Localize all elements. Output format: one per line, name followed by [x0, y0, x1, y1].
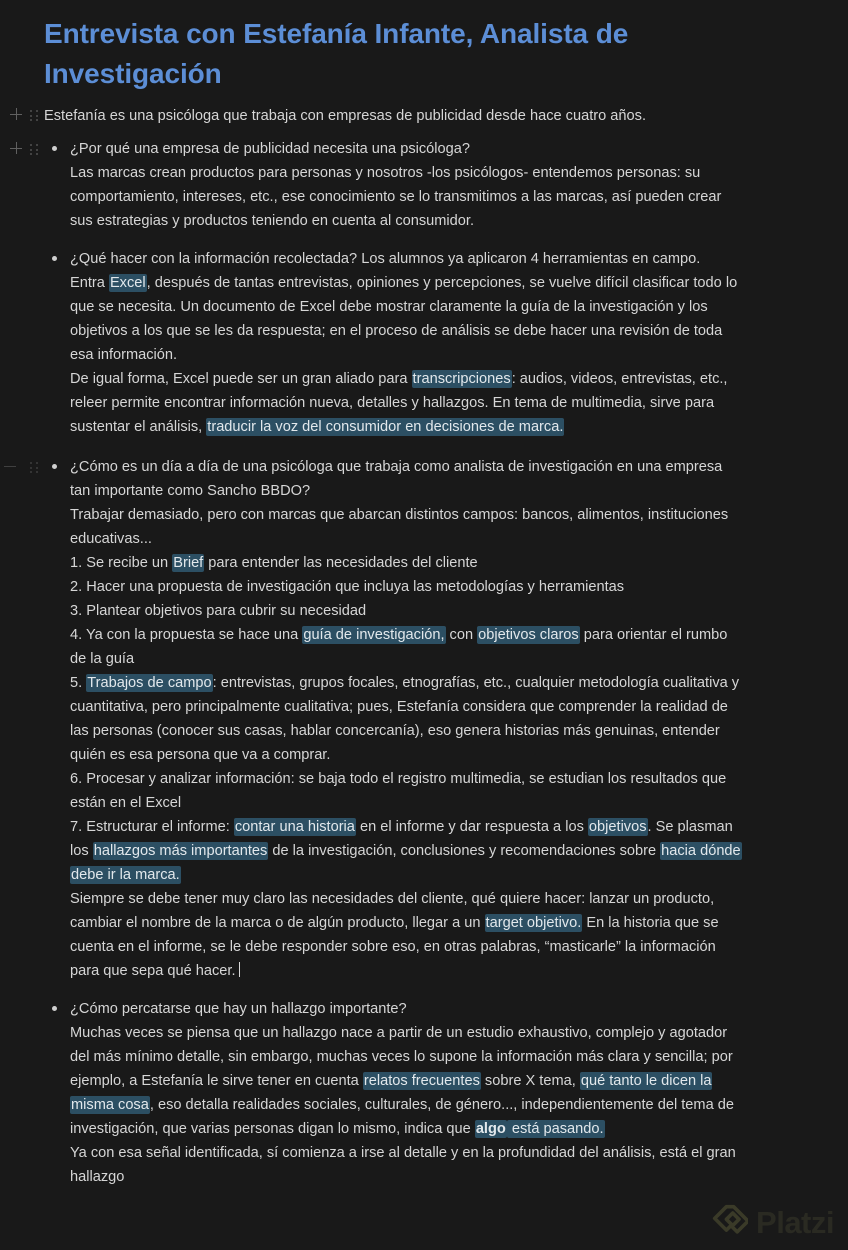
- text-line: 6. Procesar y analizar información: se baja todo el registro multimedia, se estudian los resultados que están en el Excel: [70, 771, 727, 811]
- highlighted-text[interactable]: guía de investigación,: [303, 627, 445, 643]
- add-block-icon[interactable]: [8, 106, 24, 122]
- text-line: Las marcas crean productos para personas y nosotros -los psicólogos- entendemos personas: su comportamiento, intereses, etc., ese conocimiento se lo transmitimos a las marcas, así pueden crear sus estrategias y productos teniendo en cuenta al consumidor.: [70, 165, 722, 229]
- text-line: 5. Trabajos de campo: entrevistas, grupos focales, etnografías, etc., cualquier metodología cualitativa y cuantitativa, pero principalmente cualitativa; pues, Estefanía considera que comprender la realidad de las personas (conocer sus casas, hablar concercanía), eso genera historias más genuinas, entender quién es esa persona que va a comprar.: [70, 675, 740, 763]
- bulleted-list: [44, 136, 742, 440]
- text-line: Ya con esa señal identificada, sí comienza a irse al detalle y en la profundidad del análisis, está el gran hallazgo: [70, 1145, 736, 1185]
- highlighted-text[interactable]: contar una historia: [234, 819, 355, 835]
- add-block-icon[interactable]: [8, 458, 24, 474]
- list-item[interactable]: [44, 996, 742, 1190]
- highlighted-text[interactable]: traducir la voz del consumidor en decisiones de marca.: [207, 419, 564, 435]
- text-line: De igual forma, Excel puede ser un gran aliado para transcripciones: audios, videos, entrevistas, etc., releer permite encontrar información nueva, detalles y hallazgos. En tema de multimedia, sirve para sustentar el análisis, traducir la voz del consumidor en decisiones de marca.: [70, 371, 728, 435]
- add-block-icon[interactable]: [8, 140, 24, 156]
- list-item[interactable]: [44, 136, 742, 234]
- page-title[interactable]: Entrevista con Estefanía Infante, Analista de Investigación: [44, 18, 629, 89]
- platzi-watermark: [712, 1204, 834, 1240]
- block-content[interactable]: [44, 102, 848, 130]
- block-gutter: [0, 136, 44, 156]
- text-line: Muchas veces se piensa que un hallazgo nace a partir de un estudio exhaustivo, complejo y agotador del más mínimo detalle, sin embargo, muchas veces lo supone la información más clara y sencilla; por ejemplo, a Estefanía le sirve tener en cuenta relatos frecuentes sobre X tema, qué tanto le dicen la misma cosa, eso detalla realidades sociales, culturales, de género..., independientemente del tema de investigación, que varias personas digan lo mismo, indica que algo está pasando.: [70, 1025, 734, 1137]
- text-line: 7. Estructurar el informe: contar una historia en el informe y dar respuesta a los objetivos. Se plasman los hallazgos más importantes de la investigación, conclusiones y recomendaciones sobre hacia dónde debe ir la marca.: [70, 819, 741, 883]
- highlighted-text[interactable]: hallazgos más importantes: [93, 843, 268, 859]
- text-line: 4. Ya con la propuesta se hace una guía de investigación, con objetivos claros para orientar el rumbo de la guía: [70, 627, 728, 667]
- block-row: [0, 454, 848, 1190]
- highlighted-text[interactable]: objetivos: [588, 819, 647, 835]
- block-gutter: [0, 454, 44, 474]
- block-content[interactable]: [44, 454, 848, 1190]
- highlighted-text[interactable]: algo: [475, 1121, 506, 1137]
- list-item[interactable]: [44, 246, 742, 440]
- block-row: [0, 136, 848, 440]
- bullet-point-icon: [52, 256, 57, 261]
- text-line: ¿Cómo es un día a día de una psicóloga que trabaja como analista de investigación en una empresa tan importante como Sancho BBDO?: [70, 459, 723, 499]
- list-item[interactable]: [44, 454, 742, 984]
- drag-handle-icon[interactable]: [27, 106, 41, 122]
- bullet-point-icon: [52, 1006, 57, 1011]
- highlighted-text[interactable]: objetivos claros: [478, 627, 579, 643]
- highlighted-text[interactable]: target objetivo.: [485, 915, 582, 931]
- text-cursor: [239, 962, 240, 977]
- text-line: Trabajar demasiado, pero con marcas que abarcan distintos campos: bancos, alimentos, instituciones educativas...: [70, 507, 729, 547]
- bullet-point-icon: [52, 146, 57, 151]
- text-line: Estefanía es una psicóloga que trabaja con empresas de publicidad desde hace cuatro años.: [44, 108, 646, 124]
- highlighted-text[interactable]: hacia dónde debe ir la marca.: [71, 843, 741, 883]
- platzi-logo-icon: [712, 1204, 748, 1240]
- block-content[interactable]: [44, 136, 848, 440]
- text-line: ¿Cómo percatarse que hay un hallazgo importante?: [70, 1001, 407, 1017]
- highlighted-text[interactable]: Excel: [109, 275, 146, 291]
- bullet-point-icon: [52, 464, 57, 469]
- blocks-container: [0, 102, 848, 1190]
- text-line: Siempre se debe tener muy claro las necesidades del cliente, qué quiere hacer: lanzar un producto, cambiar el nombre de la marca o de algún producto, llegar a un target objetivo. En la historia que se cuenta en el informe, se le debe responder sobre eso, en otras palabras, “masticarle” la información para que sepa qué hacer.: [70, 891, 719, 979]
- highlighted-text[interactable]: relatos frecuentes: [363, 1073, 480, 1089]
- text-line: Entra Excel, después de tantas entrevistas, opiniones y percepciones, se vuelve difícil clasificar todo lo que se necesita. Un documento de Excel debe mostrar claramente la guía de la investigación y los objetivos a los que se les da respuesta; en el proceso de análisis se debe hacer una revisión de toda esa información.: [70, 275, 738, 363]
- text-line: ¿Por qué una empresa de publicidad necesita una psicóloga?: [70, 141, 470, 157]
- drag-handle-icon[interactable]: [27, 140, 41, 156]
- block-row: [0, 102, 848, 130]
- platzi-wordmark: Platzi: [756, 1204, 834, 1240]
- text-line: 3. Plantear objetivos para cubrir su necesidad: [70, 603, 367, 619]
- highlighted-text[interactable]: Trabajos de campo: [87, 675, 212, 691]
- drag-handle-icon[interactable]: [27, 458, 41, 474]
- text-line: ¿Qué hacer con la información recolectada? Los alumnos ya aplicaron 4 herramientas en campo.: [70, 251, 701, 267]
- block-gutter: [0, 102, 44, 122]
- highlighted-text[interactable]: transcripciones: [412, 371, 511, 387]
- bulleted-list: [44, 454, 742, 1190]
- highlighted-text[interactable]: está pasando.: [507, 1121, 604, 1137]
- highlighted-text[interactable]: Brief: [173, 555, 204, 571]
- paragraph-block[interactable]: [44, 102, 742, 130]
- text-line: 1. Se recibe un Brief para entender las necesidades del cliente: [70, 555, 478, 571]
- text-line: 2. Hacer una propuesta de investigación que incluya las metodologías y herramientas: [70, 579, 625, 595]
- highlighted-text[interactable]: qué tanto le dicen la misma cosa: [71, 1073, 712, 1113]
